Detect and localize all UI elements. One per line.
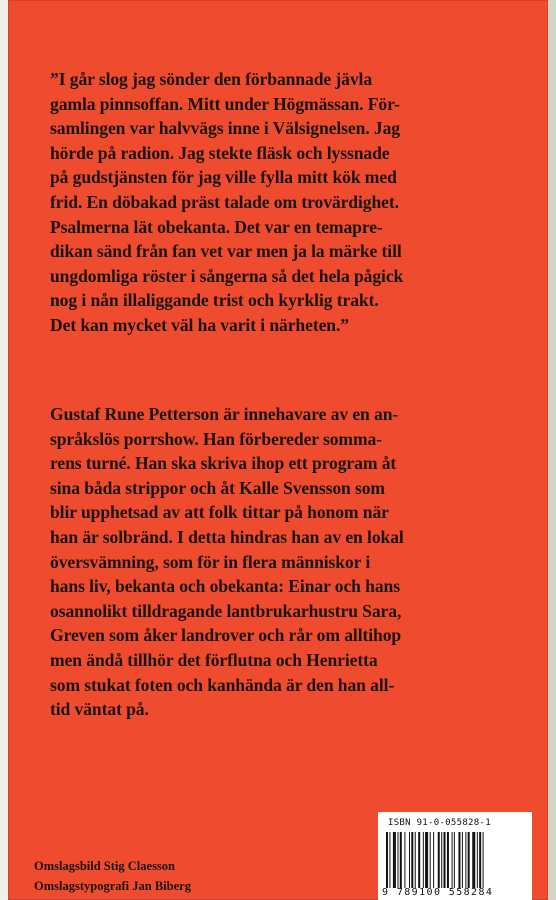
barcode-bars [384, 832, 528, 888]
blurb-line: blir upphetsad av att folk tittar på honom när [50, 502, 389, 523]
ean-number: 9 789100 558284 [382, 887, 494, 898]
blurb-line: tid väntat på. [50, 699, 149, 720]
blurb-line: som stukat foten och kanhända är den han all- [50, 674, 395, 695]
blurb-line: men ändå tillhör det förflutna och Henrietta [50, 649, 378, 670]
page-edge-right [548, 0, 556, 900]
quote-line: Psalmerna lät obekanta. Det var en temapre- [50, 216, 383, 237]
blurb-line: han är solbränd. I detta hindras han av en lokal [50, 526, 404, 547]
blurb-line: rens turné. Han ska skriva ihop ett program åt [50, 453, 397, 474]
quote-line: Det kan mycket väl ha varit i närheten.” [50, 314, 349, 335]
blurb-line: hans liv, bekanta och obekanta: Einar och hans [50, 576, 400, 597]
quote-line: frid. En döbakad präst talade om trovärdighet. [50, 191, 399, 212]
quote-line: ”I går slog jag sönder den förbannade jävla [50, 69, 373, 89]
cover-credits [34, 856, 191, 896]
blurb-line: översvämning, som för in flera människor i [50, 551, 371, 572]
blurb-line: Greven som åker landrover och rår om alltihop [50, 625, 402, 646]
isbn-number: ISBN 91-0-055828-1 [388, 818, 491, 828]
quote-line: ungdomliga röster i sångerna så det hela pågick [50, 265, 404, 286]
quote-line: gamla pinnsoffan. Mitt under Högmässan. För- [50, 93, 400, 114]
cover-image-credit: Omslagsbild Stig Claesson [34, 859, 176, 873]
typography-credit: Omslagstypografi Jan Biberg [34, 879, 191, 893]
blurb-line: osannolikt tilldragande lantbrukarhustru Sara, [50, 600, 402, 621]
blurb-paragraph [50, 402, 534, 722]
blurb-line: sina båda strippor och åt Kalle Svensson som [50, 477, 385, 498]
barcode-label [378, 812, 532, 900]
quote-line: samlingen var halvvägs inne i Välsignelsen. Jag [50, 118, 401, 139]
blurb-line: språkslös porrshow. Han förbereder somma- [50, 428, 382, 449]
quote-line: nog i nån illaliggande trist och kyrklig trakt. [50, 290, 379, 311]
quote-excerpt [50, 67, 534, 338]
blurb-line: Gustaf Rune Petterson är innehavare av en an- [50, 404, 399, 424]
quote-line: på gudstjänsten för jag ville fylla mitt kök med [50, 167, 397, 188]
back-cover [8, 0, 548, 900]
quote-line: dikan sänd från fan vet var men ja la märke till [50, 241, 402, 262]
quote-line: hörde på radion. Jag stekte fläsk och lyssnade [50, 142, 390, 163]
